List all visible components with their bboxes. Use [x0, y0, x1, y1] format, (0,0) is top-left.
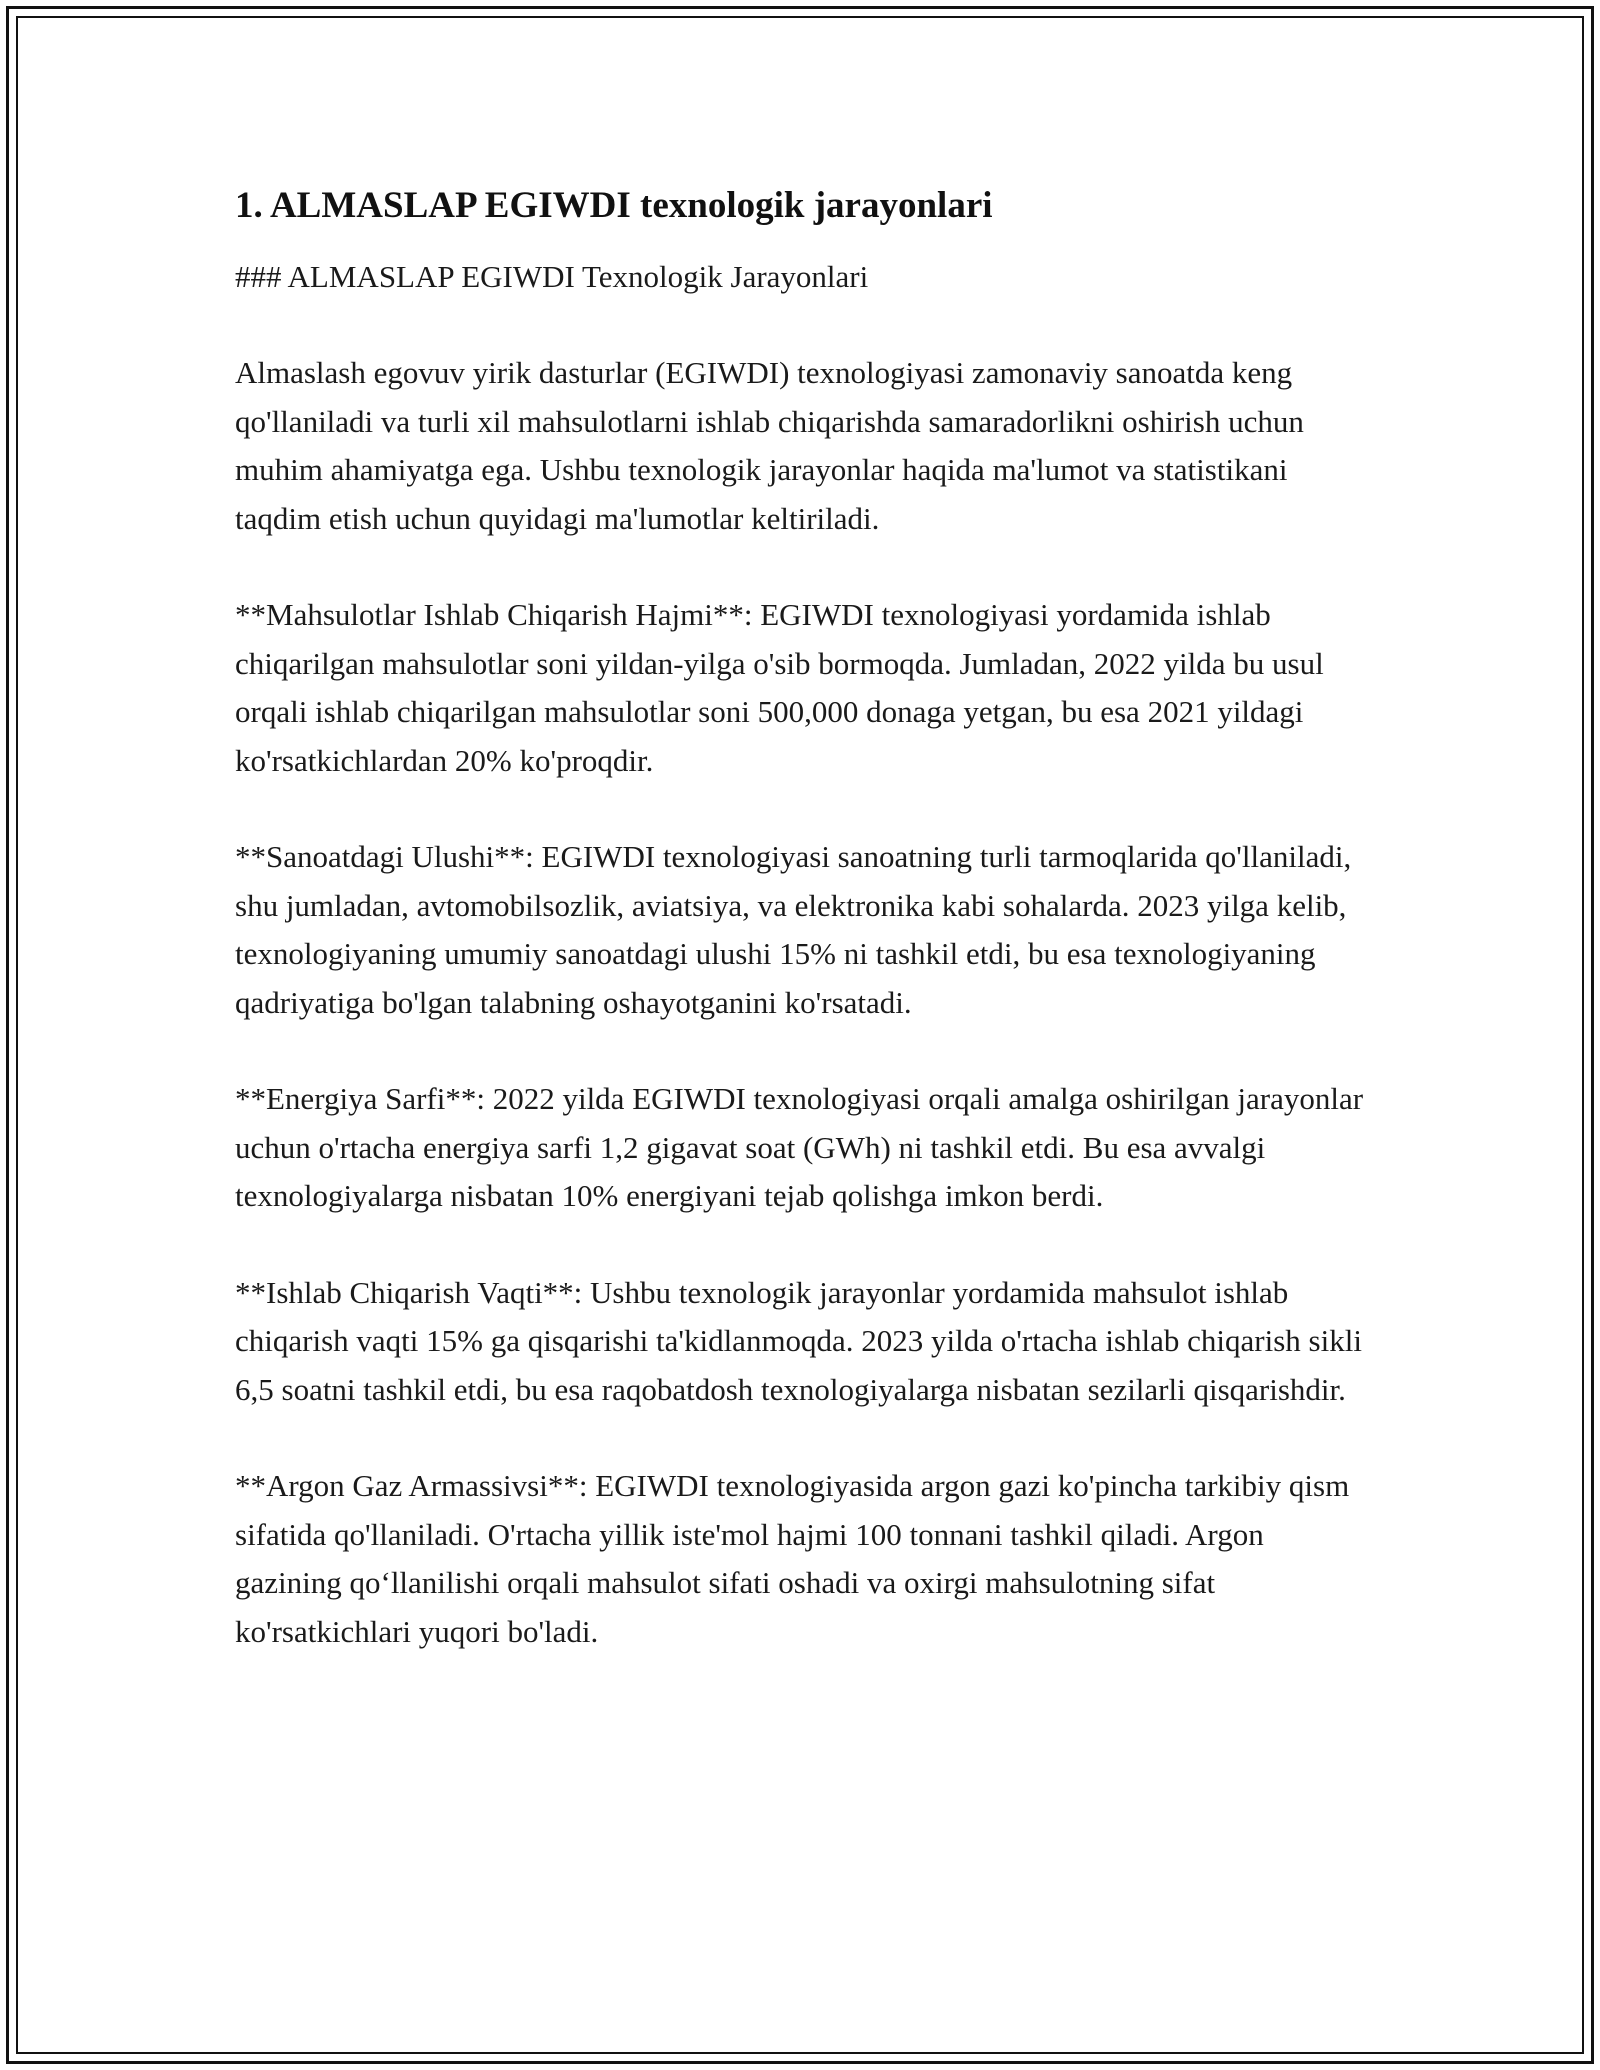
document-title: 1. ALMASLAP EGIWDI texnologik jarayonlari: [235, 185, 993, 226]
intro-paragraph: Almaslash egovuv yirik dasturlar (EGIWDI) texnologiyasi zamonaviy sanoatda keng qo'llaniladi va turli xil mahsulotlarni ishlab chiqarishda samaradorlikni oshirish uchun muhim ahamiyatga ega. Ushbu texnologik jarayonlar haqida ma'lumot va statistikani taqdim etish uchun quyidagi ma'lumotlar keltiriladi.: [235, 355, 1304, 536]
document-body: [235, 180, 1375, 1656]
argon-gas-paragraph: **Argon Gaz Armassivsi**: EGIWDI texnologiyasida argon gazi ko'pincha tarkibiy qism sifatida qo'llaniladi. O'rtacha yillik iste'mol hajmi 100 tonnani tashkil qiladi. Argon gazining qo‘llanilishi orqali mahsulot sifati oshadi va oxirgi mahsulotning sifat ko'rsatkichlari yuqori bo'ladi.: [235, 1468, 1350, 1649]
production-time-paragraph: **Ishlab Chiqarish Vaqti**: Ushbu texnologik jarayonlar yordamida mahsulot ishlab chiqarish vaqti 15% ga qisqarishi ta'kidlanmoqda. 2023 yilda o'rtacha ishlab chiqarish sikli 6,5 soatni tashkil etdi, bu esa raqobatdosh texnologiyalarga nisbatan sezilarli qisqarishdir.: [235, 1274, 1362, 1407]
document-subtitle: ### ALMASLAP EGIWDI Texnologik Jarayonlari: [235, 258, 869, 294]
industry-share-paragraph: **Sanoatdagi Ulushi**: EGIWDI texnologiyasi sanoatning turli tarmoqlarida qo'llaniladi, shu jumladan, avtomobilsozlik, aviatsiya, va elektronika kabi sohalarda. 2023 yilga kelib, texnologiyaning umumiy sanoatdagi ulushi 15% ni tashkil etdi, bu esa texnologiyaning qadriyatiga bo'lgan talabning oshayotganini ko'rsatadi.: [235, 839, 1352, 1020]
energy-consumption-paragraph: **Energiya Sarfi**: 2022 yilda EGIWDI texnologiyasi orqali amalga oshirilgan jarayonlar uchun o'rtacha energiya sarfi 1,2 gigavat soat (GWh) ni tashkil etdi. Bu esa avvalgi texnologiyalarga nisbatan 10% energiyani tejab qolishga imkon berdi.: [235, 1081, 1364, 1214]
production-volume-paragraph: **Mahsulotlar Ishlab Chiqarish Hajmi**: EGIWDI texnologiyasi yordamida ishlab chiqarilgan mahsulotlar soni yildan-yilga o'sib bormoqda. Jumladan, 2022 yilda bu usul orqali ishlab chiqarilgan mahsulotlar soni 500,000 donaga yetgan, bu esa 2021 yildagi ko'rsatkichlardan 20% ko'proqdir.: [235, 597, 1324, 778]
